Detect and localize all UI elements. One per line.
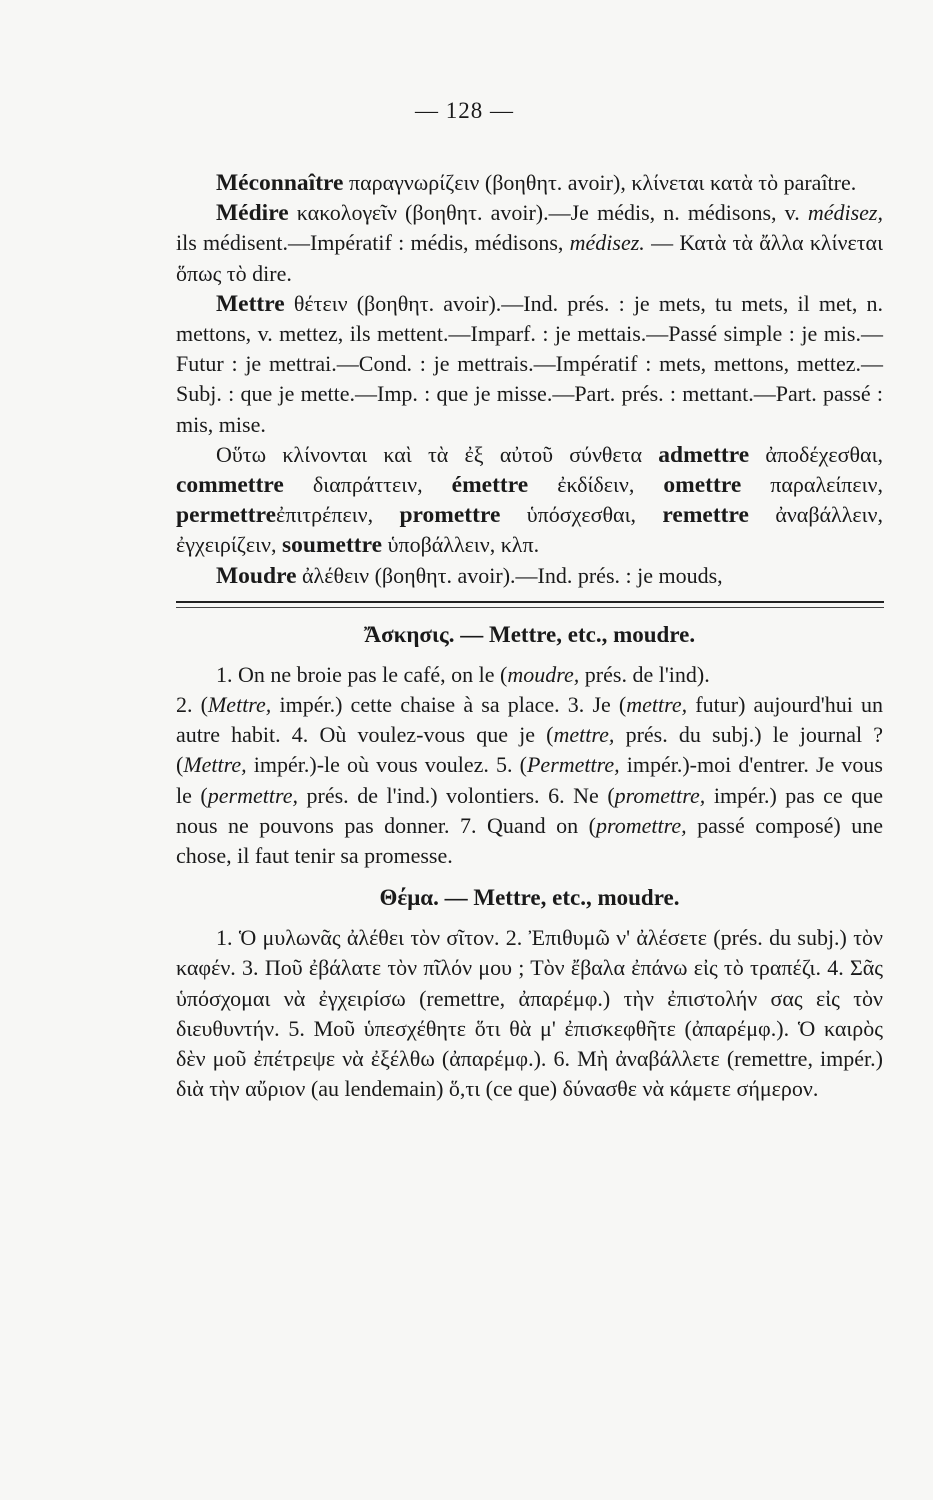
theme-heading [176, 885, 883, 911]
compound-word: promettre [399, 502, 501, 529]
entry-text: ἀναβάλλειν, ἐγχειρίζειν, [176, 502, 883, 558]
entry-text: ils médisent.—Impératif : médis, médisons, [176, 230, 570, 256]
compound-word: omettre [663, 472, 742, 499]
exercise-verb: mettre, [553, 722, 615, 748]
exercise-span: prés. du subj.) le journal ? ( [176, 722, 884, 778]
exercise-span: 2. ( [176, 692, 208, 718]
entry-head: Mettre [216, 290, 285, 317]
theme-heading-title: — Mettre, etc., moudre. [438, 885, 680, 911]
entry-text: ἀλέθειν (βοηθητ. avoir).—Ind. prés. : je mouds, [296, 562, 723, 588]
entry-text: ἐκδίδειν, [528, 472, 664, 498]
exercise-span: prés. de l'ind). [579, 661, 710, 687]
exercise-verb: moudre, [507, 661, 580, 687]
entry-meconnaitre [176, 168, 883, 198]
exercise-span: impér.)-le où vous voulez. 5. ( [246, 752, 527, 778]
entry-mettre [176, 289, 883, 440]
entry-text: ἐπιτρέπειν, [276, 502, 400, 528]
entry-text: ἀποδέχεσθαι, [749, 441, 883, 467]
entry-italic: médisez, [807, 200, 883, 226]
compound-word: permettre [176, 502, 277, 529]
entry-text: διαπράττειν, [283, 472, 452, 498]
compound-word: commettre [176, 472, 284, 499]
exercise-heading-title: — Mettre, etc., moudre. [454, 621, 696, 647]
compound-word: remettre [662, 502, 749, 529]
entry-moudre [176, 561, 883, 591]
exercise-verb: Mettre, [207, 692, 272, 718]
exercise-verb: Mettre, [183, 752, 247, 778]
entry-text: παραγνωρίζειν (βοηθητ. avoir), κλίνεται κατὰ τὸ paraître. [343, 170, 857, 195]
exercise-verb: Permettre, [526, 752, 620, 778]
entry-text: Οὕτω κλίνονται καὶ τὰ ἐξ αὐτοῦ σύνθετα [216, 441, 659, 467]
exercise-verb: permettre, [207, 782, 298, 808]
exercise-span: passé composé) une chose, il faut tenir sa promesse. [176, 812, 883, 869]
section-divider-thin [176, 607, 884, 608]
theme-paragraph: 1. Ὁ μυλωνᾶς ἀλέθει τὸν σῖτον. 2. Ἐπιθυμῶ ν' ἀλέσετε (prés. du subj.) τὸν καφέν. 3. Ποῦ ἐβάλατε τὸν πῖλόν μου ; Τὸν ἔβαλα ἐπάνω εἰς τὸ τραπέζι. 4. Σᾶς ὑπόσχομαι νὰ ἐγχειρίσω (remettre, ἀπαρέμφ.) τὴν ἐπιστολήν σας εἰς τὸν διευθυντήν. 5. Μοῦ ὑπεσχέθητε ὅτι θὰ μ' ἐπισκεφθῆτε (ἀπαρέμφ.). Ὁ καιρὸς δὲν μοῦ ἐπέτρεψε νὰ ἐξέλθω (ἀπαρέμφ.). 6. Μὴ ἀναβάλλετε (remettre, impér.) διὰ τὴν αὔριον (au lendemain) ὅ,τι (ce que) δύνασθε νὰ κάμετε σήμερον. [176, 925, 883, 1102]
entry-compounds [176, 440, 883, 561]
exercise-heading-label: Ἄσκησις. [363, 621, 455, 647]
exercise-verb: promettre, [614, 782, 706, 808]
exercise-paragraph [176, 660, 883, 690]
compound-word: admettre [658, 441, 750, 468]
entry-text: — Κατὰ τὰ ἄλλα κλίνεται ὅπως τὸ dire. [176, 230, 883, 286]
entry-text: ὑπόσχεσθαι, [500, 502, 663, 528]
entry-text: θέτειν (βοηθητ. avoir).—Ind. prés. : je mets, tu mets, il met, n. mettons, v. mettez, ils mettent.—Imparf. : je mettais.—Passé simple : je mis.—Futur : je mettrai.—Cond. : je mettrais.—Impératif : mets, mettons, mettez.—Subj. : que je mette.—Imp. : que je misse.—Part. prés. : mettant.—Part. passé : mis, mise. [176, 290, 883, 437]
page-number: — 128 — [415, 98, 514, 123]
exercise-paragraph [176, 690, 883, 871]
exercise-heading [176, 622, 883, 648]
entry-head: Méconnaître [216, 170, 344, 196]
entry-head: Médire [216, 200, 289, 227]
compound-word: soumettre [282, 532, 383, 559]
exercise-span: impér.) cette chaise à sa place. 3. Je ( [271, 692, 627, 718]
entry-italic: médisez. [569, 230, 645, 256]
exercise-verb: mettre, [626, 692, 688, 718]
theme-heading-label: Θέμα. [379, 885, 439, 911]
exercise-text [176, 660, 883, 871]
entry-text: ὑποβάλλειν, κλπ. [382, 532, 540, 558]
exercise-span: 1. On ne broie pas le café, on le ( [216, 661, 508, 687]
exercise-verb: promettre, [595, 812, 687, 838]
exercise-span: impér.) pas ce que nous ne pouvons pas donner. 7. Quand on ( [176, 782, 884, 838]
entry-text: κακολογεῖν (βοηθητ. avoir).—Je médis, n. médisons, v. [288, 200, 808, 226]
entry-text: παραλείπειν, [741, 472, 883, 498]
section-divider [176, 601, 884, 603]
dictionary-entries [176, 168, 883, 591]
exercise-span: impér.)-moi d'entrer. Je vous le ( [176, 752, 883, 808]
exercise-span: prés. de l'ind.) volontiers. 6. Ne ( [297, 782, 615, 808]
entry-medire [176, 198, 883, 289]
entry-head: Moudre [216, 562, 297, 589]
compound-word: émettre [451, 472, 529, 499]
exercise-span: futur) aujourd'hui un autre habit. 4. Où voulez-vous que je ( [176, 692, 883, 748]
theme-text [176, 923, 883, 1104]
